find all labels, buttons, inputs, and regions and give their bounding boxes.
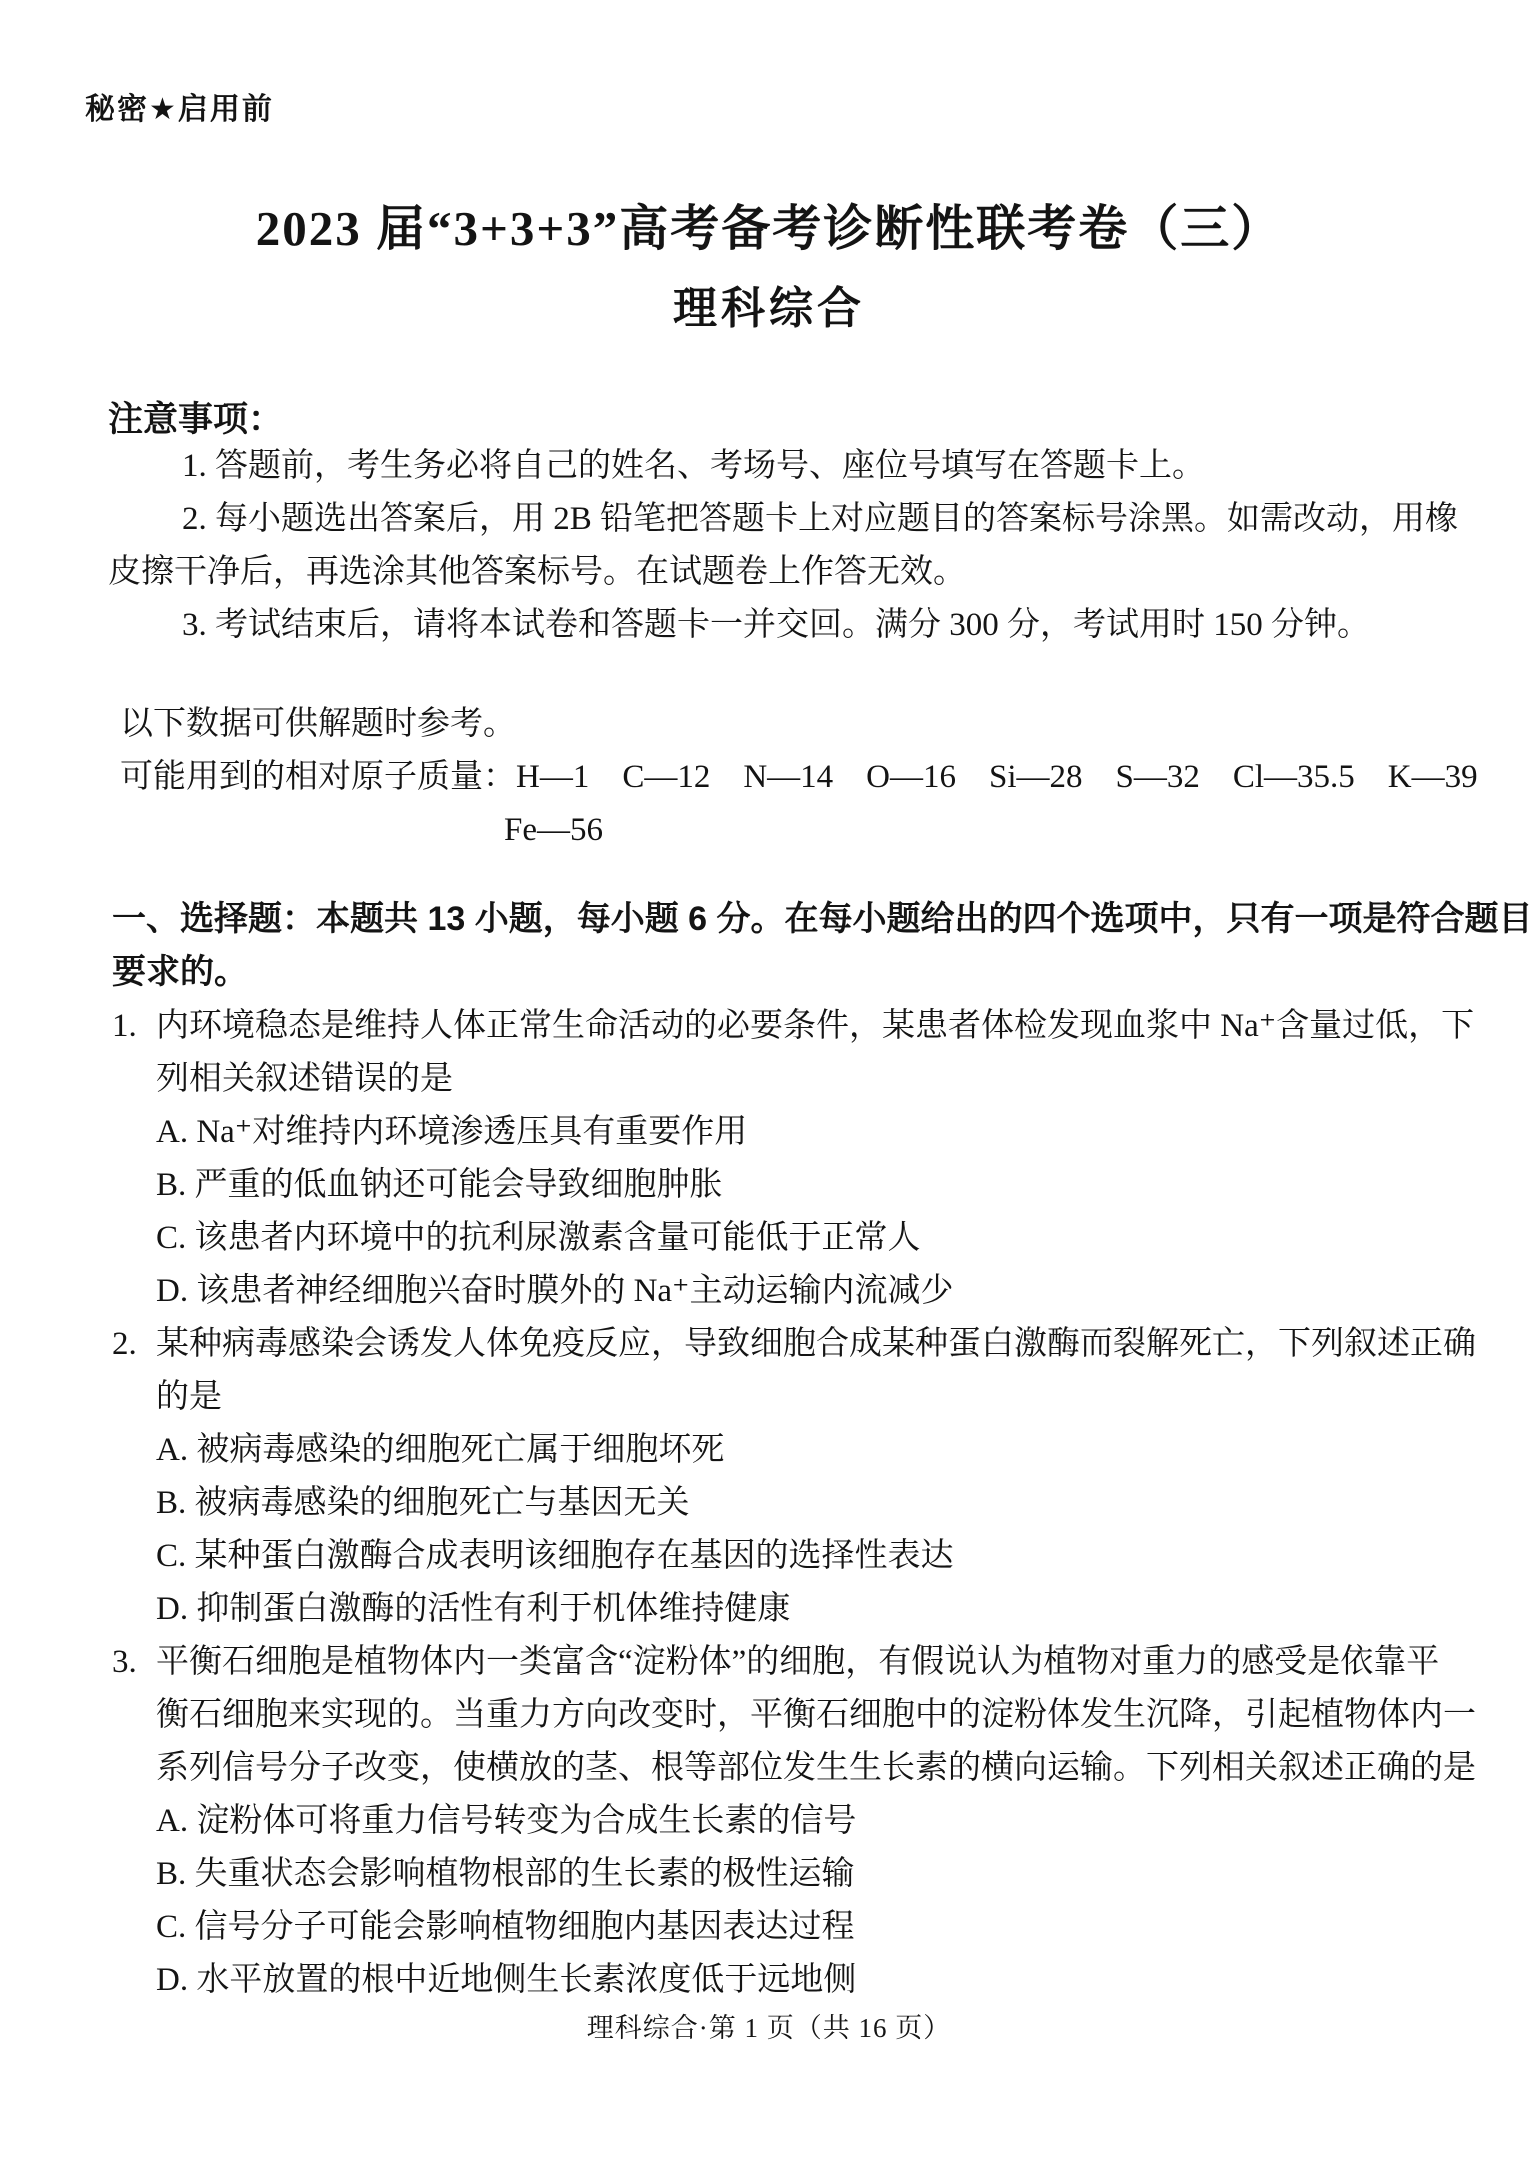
reference-intro: 以下数据可供解题时参考。 — [120, 706, 516, 742]
notice-item-2-line-2: 皮擦干净后，再选涂其他答案标号。在试题卷上作答无效。 — [108, 554, 966, 590]
question-1-stem-line-1: 内环境稳态是维持人体正常生命活动的必要条件，某患者体检发现血浆中 Na⁺含量过低，下 — [156, 1008, 1475, 1044]
section-1-heading — [112, 893, 1533, 999]
section-1-heading-line-1: 一、选择题：本题共 13 小题，每小题 6 分。在每小题给出的四个选项中，只有一项是符合题目 — [112, 900, 1533, 938]
question-2-number: 2. — [112, 1326, 137, 1362]
question-3 — [112, 1636, 1476, 2007]
classification-label: 秘密★启用前 — [85, 93, 274, 126]
question-2-option-c: C. 某种蛋白激酶合成表明该细胞存在基因的选择性表达 — [156, 1538, 954, 1574]
question-1-option-b: B. 严重的低血钠还可能会导致细胞肿胀 — [156, 1167, 723, 1203]
notice-body — [108, 440, 1458, 652]
question-2-option-a: A. 被病毒感染的细胞死亡属于细胞坏死 — [156, 1432, 725, 1468]
question-1-number: 1. — [112, 1008, 137, 1044]
notice-item-2-line-1: 2. 每小题选出答案后，用 2B 铅笔把答题卡上对应题目的答案标号涂黑。如需改动，用橡 — [182, 501, 1459, 537]
atomic-masses-line: 可能用到的相对原子质量：H—1 C—12 N—14 O—16 Si—28 S—32 Cl—35.5 K—39 — [120, 759, 1478, 795]
page-title: 2023 届“3+3+3”高考备考诊断性联考卷（三） — [255, 201, 1283, 256]
question-1-stem-line-2: 列相关叙述错误的是 — [156, 1061, 453, 1097]
question-2-option-d: D. 抑制蛋白激酶的活性有利于机体维持健康 — [156, 1591, 791, 1627]
question-3-option-a: A. 淀粉体可将重力信号转变为合成生长素的信号 — [156, 1803, 857, 1839]
page-footer: 理科综合·第 1 页（共 16 页） — [586, 2013, 952, 2043]
question-1 — [112, 1000, 1476, 1318]
question-2 — [112, 1318, 1476, 1636]
question-1-option-d: D. 该患者神经细胞兴奋时膜外的 Na⁺主动运输内流减少 — [156, 1273, 954, 1309]
question-1-option-c: C. 该患者内环境中的抗利尿激素含量可能低于正常人 — [156, 1220, 921, 1256]
question-3-number: 3. — [112, 1644, 137, 1680]
question-3-option-d: D. 水平放置的根中近地侧生长素浓度低于远地侧 — [156, 1962, 857, 1998]
question-list — [112, 1000, 1476, 2007]
question-2-stem-line-1: 某种病毒感染会诱发人体免疫反应，导致细胞合成某种蛋白激酶而裂解死亡，下列叙述正确 — [156, 1326, 1476, 1362]
notice-item-1: 1. 答题前，考生务必将自己的姓名、考场号、座位号填写在答题卡上。 — [182, 448, 1205, 484]
question-2-stem-line-2: 的是 — [156, 1379, 222, 1415]
question-3-stem-line-2: 衡石细胞来实现的。当重力方向改变时，平衡石细胞中的淀粉体发生沉降，引起植物体内一 — [156, 1697, 1476, 1733]
atomic-masses-continuation: Fe—56 — [504, 812, 603, 848]
question-3-option-b: B. 失重状态会影响植物根部的生长素的极性运输 — [156, 1856, 855, 1892]
question-2-option-b: B. 被病毒感染的细胞死亡与基因无关 — [156, 1485, 690, 1521]
page-subtitle: 理科综合 — [673, 284, 865, 333]
question-3-option-c: C. 信号分子可能会影响植物细胞内基因表达过程 — [156, 1909, 855, 1945]
notice-item-3: 3. 考试结束后，请将本试卷和答题卡一并交回。满分 300 分，考试用时 150 分钟。 — [182, 607, 1370, 643]
question-3-stem-line-3: 系列信号分子改变，使横放的茎、根等部位发生生长素的横向运输。下列相关叙述正确的是 — [156, 1750, 1476, 1786]
question-3-stem-line-1: 平衡石细胞是植物体内一类富含“淀粉体”的细胞，有假说认为植物对重力的感受是依靠平 — [156, 1644, 1440, 1680]
reference-data-block — [120, 698, 1478, 857]
question-1-option-a: A. Na⁺对维持内环境渗透压具有重要作用 — [156, 1114, 748, 1150]
notice-heading: 注意事项： — [108, 400, 284, 439]
section-1-heading-line-2: 要求的。 — [112, 953, 248, 991]
